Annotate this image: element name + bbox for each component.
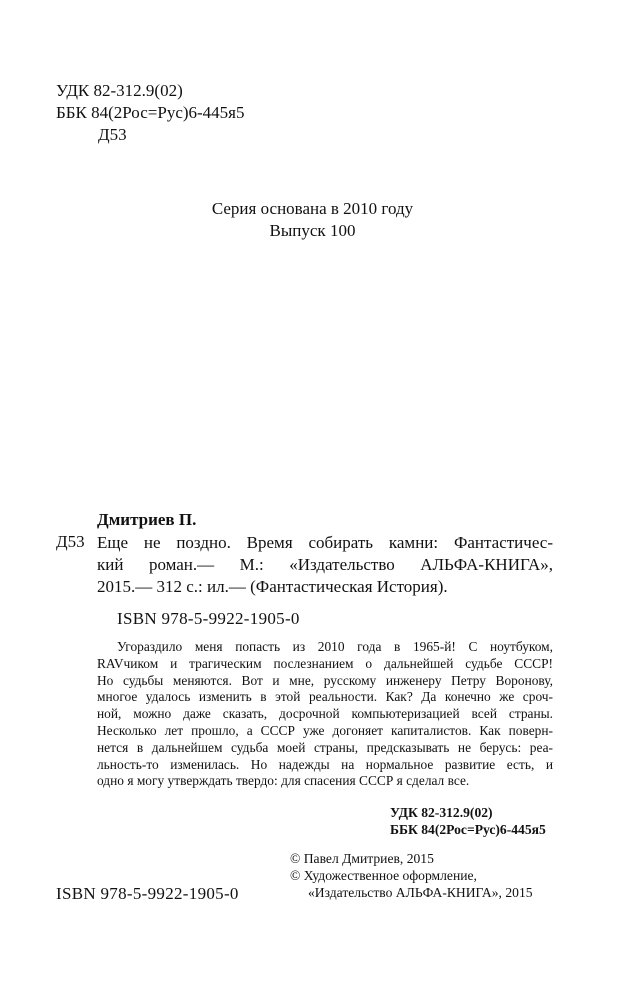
bibliographic-description — [97, 532, 553, 598]
isbn-bottom: ISBN 978-5-9922-1905-0 — [56, 884, 239, 903]
top-classification-codes — [56, 80, 245, 146]
annotation-line: многое удалось изменить в этой реальности. Как? Да конечно же сроч- — [97, 689, 553, 705]
bbk-code-bottom: ББК 84(2Рос=Рус)6-445я5 — [390, 822, 546, 837]
record-isbn: ISBN 978-5-9922-1905-0 — [117, 609, 300, 628]
annotation-line: Несколько лет прошло, а СССР уже догоняет капиталистов. Как поверн- — [97, 722, 553, 738]
bottom-classification-codes — [390, 804, 546, 838]
copyright-publisher: «Издательство АЛЬФА-КНИГА», 2015 — [308, 885, 533, 900]
series-info — [0, 198, 625, 242]
record-author: Дмитриев П. — [97, 510, 197, 529]
record-author-mark: Д53 — [56, 532, 85, 551]
annotation — [97, 639, 553, 790]
biblio-line: Еще не поздно. Время собирать камни: Фантастичес- — [97, 533, 553, 552]
copyright-author: © Павел Дмитриев, 2015 — [290, 851, 434, 866]
annotation-line: Но судьбы меняются. Вот и мне, русскому инженеру Петру Воронову, — [97, 672, 553, 688]
copyright-design: © Художественное оформление, — [290, 868, 477, 883]
biblio-line: 2015.— 312 с.: ил.— (Фантастическая История). — [97, 577, 448, 596]
copyright-block — [290, 850, 533, 901]
annotation-line: RAVчиком и трагическим послезнанием о дальнейшей судьбе СССР! — [97, 655, 553, 671]
annotation-line: нется в дальнейшем судьба моей страны, предсказывать не берусь: реа- — [97, 739, 553, 755]
annotation-line: Угораздило меня попасть из 2010 года в 1965-й! С ноутбуком, — [117, 639, 553, 654]
author-mark-code: Д53 — [98, 125, 127, 144]
udk-code-bottom: УДК 82-312.9(02) — [390, 805, 493, 820]
biblio-line: кий роман.— М.: «Издательство АЛЬФА-КНИГА», — [97, 555, 553, 574]
series-issue: Выпуск 100 — [269, 221, 356, 240]
bbk-code: ББК 84(2Рос=Рус)6-445я5 — [56, 103, 245, 122]
udk-code: УДК 82-312.9(02) — [56, 81, 183, 100]
annotation-line: ной, можно даже сказать, досрочной компьютеризацией всей страны. — [97, 706, 553, 722]
annotation-line: одно я могу утверждать твердо: для спасения СССР я сделал все. — [97, 773, 470, 789]
annotation-line: льность-то изменилась. Но надежды на нормальное развитие есть, и — [97, 756, 553, 772]
series-founded: Серия основана в 2010 году — [211, 199, 414, 218]
